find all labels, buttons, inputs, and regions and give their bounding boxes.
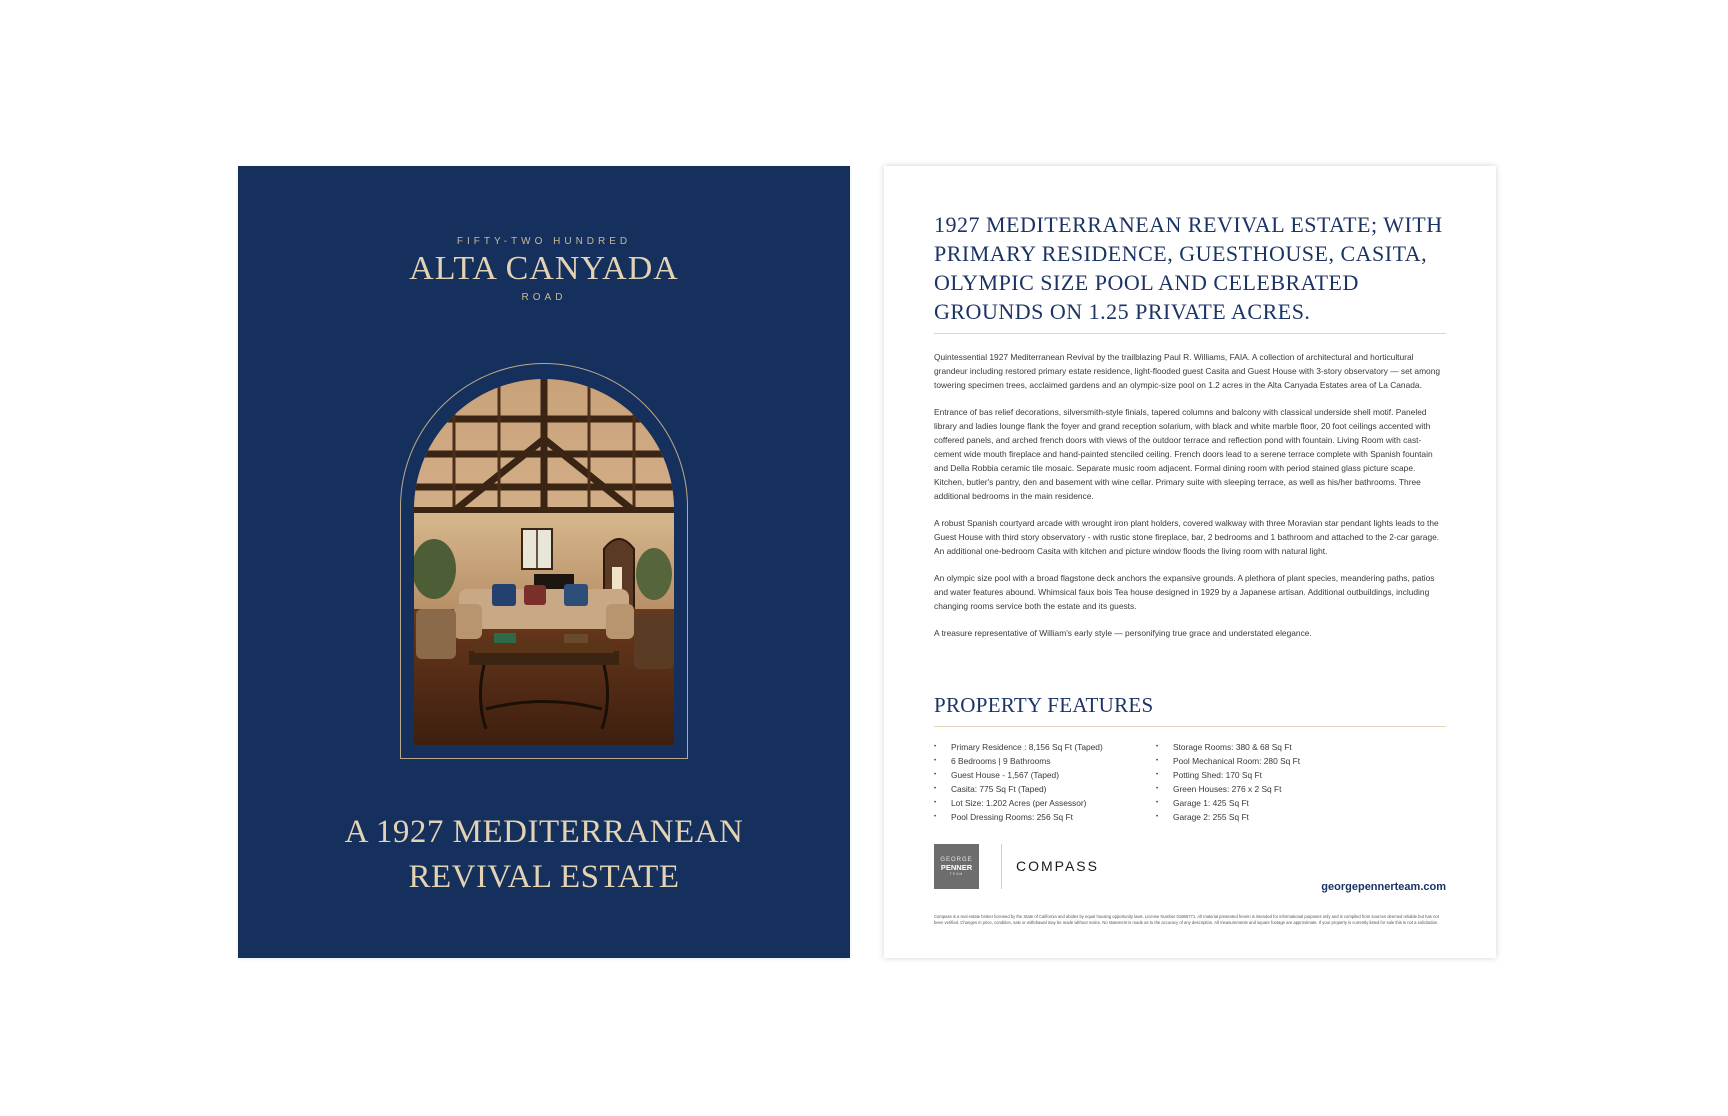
cover-title-sub: ROAD — [521, 292, 567, 303]
feature-item: • Potting Shed: 170 Sq Ft — [1156, 768, 1300, 782]
detail-headline: 1927 MEDITERRANEAN REVIVAL ESTATE; WITH PRIMARY RESIDENCE, GUESTHOUSE, CASITA, OLYMPIC SIZE POOL AND CELEBRATED GROUNDS ON 1.25 PRIVATE ACRES. — [934, 212, 1443, 324]
brochure-cover — [238, 166, 850, 958]
website-link[interactable]: georgepennerteam.com — [1321, 881, 1446, 893]
feature-item: • Pool Mechanical Room: 280 Sq Ft — [1156, 754, 1300, 768]
compass-logo: COMPASS — [1016, 858, 1099, 874]
feature-item: • Casita: 775 Sq Ft (Taped) — [934, 782, 1103, 796]
features-title: PROPERTY FEATURES — [934, 693, 1154, 717]
feature-item: • 6 Bedrooms | 9 Bathrooms — [934, 754, 1103, 768]
features-list-left — [934, 740, 1103, 824]
logo-divider — [1001, 844, 1002, 889]
cover-title: ALTA CANYADA — [409, 250, 679, 287]
description-paragraph: A robust Spanish courtyard arcade with wrought iron plant holders, covered walkway with three Moravian star pendant lights leads to the Guest House with third story observatory - with rustic stone fireplace, bar, 2 bedrooms and 1 bathroom and attached to the 2-car garage. An additional one-bedroom Casita with kitchen and picture window floods the living room with natural light. — [934, 518, 1440, 556]
feature-item: • Pool Dressing Rooms: 256 Sq Ft — [934, 810, 1103, 824]
brochure-detail-page — [884, 166, 1496, 958]
feature-item: • Lot Size: 1.202 Acres (per Assessor) — [934, 796, 1103, 810]
legal-disclaimer: Compass is a real estate broker licensed by the State of California and abides by equal housing opportunity laws. License Number 01866771. All material presented herein is intended for informational purposes only and is compiled from sources deemed reliable but has not been verified. Changes in price, condition, sale or withdrawal may be made without notice. No statement is made as to the accuracy of any description. All measurements and square footage are approximate. If your property is currently listed for sale this is not a solicitation. — [934, 914, 1439, 925]
feature-item: • Garage 2: 255 Sq Ft — [1156, 810, 1300, 824]
cover-headline-line2: REVIVAL ESTATE — [408, 859, 680, 895]
george-penner-team-logo — [934, 844, 979, 889]
description-paragraph: Quintessential 1927 Mediterranean Revival by the trailblazing Paul R. Williams, FAIA. A collection of architectural and horticultural grandeur including restored primary estate residence, light-flooded guest Casita and Guest House with 3-story observatory — set among towering specimen trees, acclaimed gardens and an olympic-size pool on 1.2 acres in the Alta Canyada Estates area of La Canada. — [934, 352, 1441, 390]
cover-headline — [238, 810, 850, 900]
living-room-photo — [414, 379, 674, 745]
description-paragraph: Entrance of bas relief decorations, silversmith-style finials, tapered columns and balcony with classical underside shell motif. Paneled library and ladies lounge flank the foyer and grand reception solarium, with black and white marble floor, 20 foot ceilings accented with coffered panels, and arched french doors with views of the outdoor terrace and reflection pond with fountain. Living Room with cast-cement wide mouth fireplace and hand-painted stenciled ceiling. French doors lead to a serene terrace complete with Spanish fountain and Della Robbia ceramic tile mosaic. Separate music room adjacent. Formal dining room with period stained glass picture scape. Kitchen, butler's pantry, den and basement with wine cellar. Primary suite with sleeping terrace, as well as his/her bathrooms. Three additional bedrooms in the main residence. — [934, 407, 1433, 501]
description-paragraph: A treasure representative of William's early style — personifying true grace and understated elegance. — [934, 628, 1312, 638]
feature-item: • Green Houses: 276 x 2 Sq Ft — [1156, 782, 1300, 796]
feature-item: • Primary Residence : 8,156 Sq Ft (Taped) — [934, 740, 1103, 754]
features-divider — [934, 726, 1446, 727]
cover-headline-line1: A 1927 MEDITERRANEAN — [344, 814, 744, 850]
cover-kicker: FIFTY-TWO HUNDRED — [456, 236, 632, 247]
feature-item: • Guest House - 1,567 (Taped) — [934, 768, 1103, 782]
headline-divider — [934, 333, 1446, 334]
logo-line1: GEORGE — [940, 856, 973, 863]
logo-line2: PENNER — [940, 862, 973, 872]
feature-item: • Garage 1: 425 Sq Ft — [1156, 796, 1300, 810]
description-paragraph: An olympic size pool with a broad flagstone deck anchors the expansive grounds. A plethora of plant species, meandering paths, patios and water features abound. Whimsical faux bois Tea house designed in 1929 by a Japanese artisan. Additional outbuildings, including changing rooms service both the estate and its guests. — [934, 573, 1435, 611]
logo-line3: TEAM — [949, 871, 964, 876]
features-list-right — [1156, 740, 1300, 824]
description-paragraphs — [934, 350, 1446, 653]
feature-item: • Storage Rooms: 380 & 68 Sq Ft — [1156, 740, 1300, 754]
